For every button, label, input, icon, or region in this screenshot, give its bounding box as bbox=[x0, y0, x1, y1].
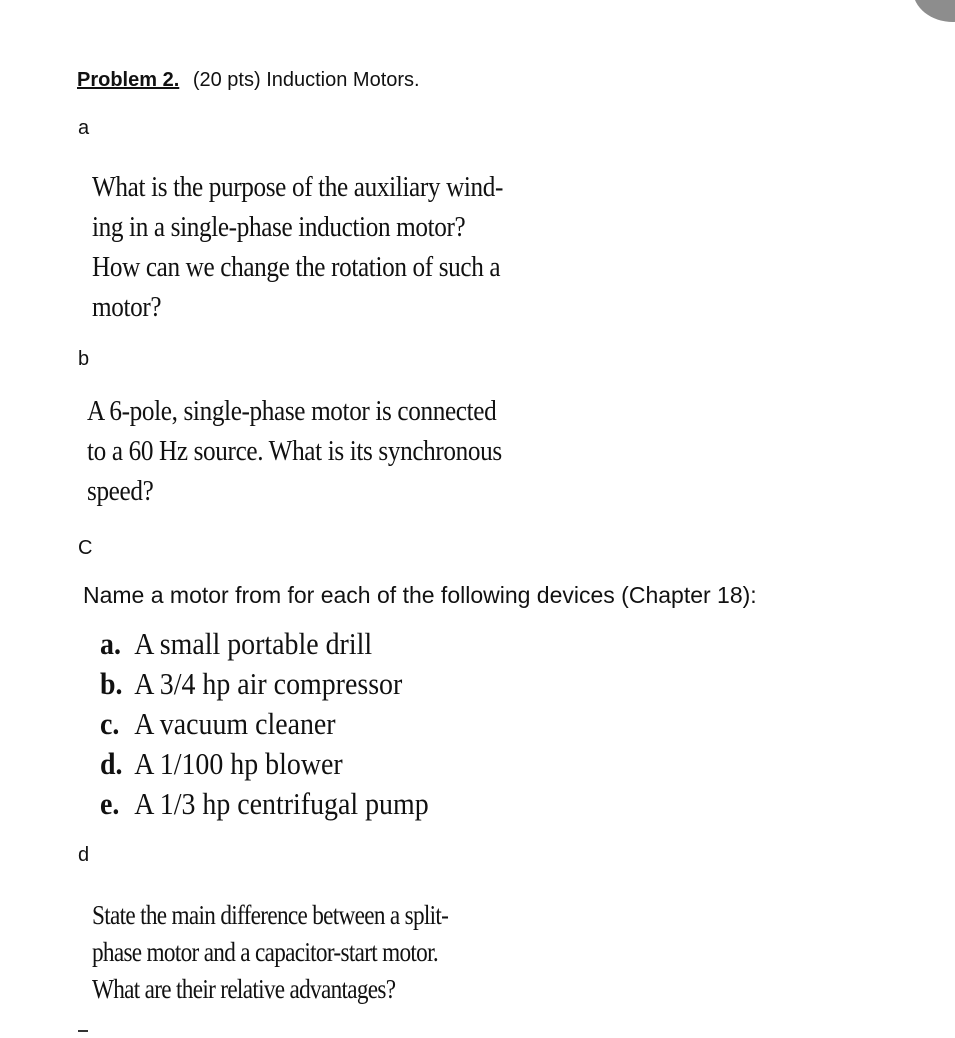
part-b-line: to a 60 Hz source. What is its synchronous bbox=[87, 436, 502, 467]
device-item bbox=[100, 664, 429, 704]
part-a-letter: a bbox=[78, 117, 90, 139]
corner-decoration bbox=[913, 0, 955, 22]
device-item bbox=[100, 744, 429, 784]
problem-heading bbox=[77, 69, 420, 92]
device-item bbox=[100, 624, 429, 664]
device-list bbox=[100, 624, 429, 824]
part-b-question bbox=[87, 392, 502, 512]
device-item-letter: c. bbox=[100, 706, 120, 741]
device-item-text: A vacuum cleaner bbox=[134, 706, 336, 741]
problem-title: (20 pts) Induction Motors. bbox=[192, 69, 420, 91]
part-d-line: State the main difference between a split- bbox=[92, 900, 449, 930]
part-d-letter: d bbox=[78, 844, 90, 866]
device-item-text: A 1/100 hp blower bbox=[134, 746, 343, 781]
device-item-letter: a. bbox=[100, 626, 121, 661]
device-item-text: A small portable drill bbox=[134, 626, 373, 661]
part-c-intro: Name a motor from for each of the following devices (Chapter 18): bbox=[83, 582, 757, 608]
part-a-question bbox=[92, 168, 503, 328]
part-c-letter: C bbox=[78, 537, 93, 559]
device-item-letter: b. bbox=[100, 666, 123, 701]
device-item bbox=[100, 784, 429, 824]
device-item-letter: e. bbox=[100, 786, 120, 821]
device-item bbox=[100, 704, 429, 744]
device-item-text: A 1/3 hp centrifugal pump bbox=[134, 786, 429, 821]
part-d-line: phase motor and a capacitor-start motor. bbox=[92, 937, 438, 967]
part-b-letter: b bbox=[78, 348, 90, 370]
part-a-line: What is the purpose of the auxiliary wind- bbox=[92, 172, 504, 203]
device-item-letter: d. bbox=[100, 746, 123, 781]
page-cut-mark bbox=[78, 1030, 88, 1032]
problem-label: Problem 2. bbox=[77, 69, 180, 91]
part-b-line: speed? bbox=[87, 476, 154, 507]
part-d-line: What are their relative advantages? bbox=[92, 974, 396, 1004]
part-a-line: motor? bbox=[92, 292, 162, 323]
part-d-question bbox=[92, 897, 448, 1008]
part-a-line: How can we change the rotation of such a bbox=[92, 252, 501, 283]
part-a-line: ing in a single-phase induction motor? bbox=[92, 212, 466, 243]
device-item-text: A 3/4 hp air compressor bbox=[134, 666, 403, 701]
part-b-line: A 6-pole, single-phase motor is connected bbox=[87, 396, 497, 427]
